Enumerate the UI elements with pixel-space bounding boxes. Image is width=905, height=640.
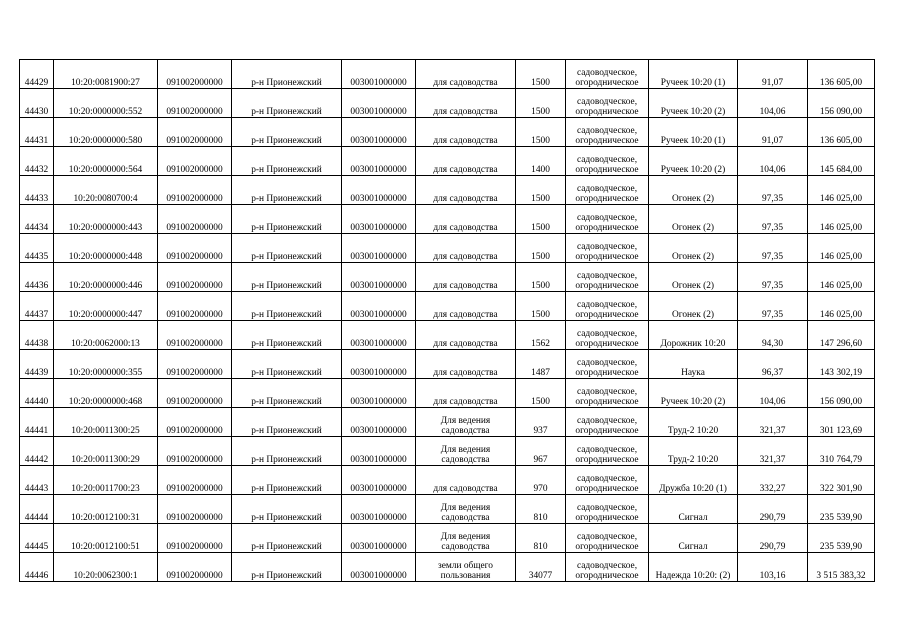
permitted-use-cell [416,292,516,321]
use-type-cell [566,466,649,495]
cost-zone-cell: Огонек (2) [649,263,738,292]
cadastral-number-cell: 10:20:0000000:552 [54,89,158,118]
cost-zone-cell: Сигнал [649,495,738,524]
cadastral-value-cell: 146 025,00 [808,292,875,321]
cadastral-value-cell: 147 296,60 [808,321,875,350]
record-number-cell: 44436 [20,263,54,292]
cadastral-number-cell: 10:20:0000000:580 [54,118,158,147]
cost-zone-cell: Дорожник 10:20 [649,321,738,350]
okato-code-cell: 091002000000 [158,263,232,292]
cadastral-value-cell: 235 539,90 [808,524,875,553]
use-type-cell-line: садоводческое, [576,155,638,165]
record-number-cell: 44437 [20,292,54,321]
table-body [20,60,875,582]
table-row [20,553,875,582]
table-row [20,321,875,350]
use-type-cell-line: садоводческое, [576,474,638,484]
table-row [20,466,875,495]
specific-value-cell: 94,30 [738,321,808,350]
cadastral-value-cell: 3 515 383,32 [808,553,875,582]
use-type-cell-line: огородническое [575,368,639,378]
permitted-use-cell-line: для садоводства [433,107,498,117]
permitted-use-cell-line: для садоводства [433,339,498,349]
cadastral-value-cell: 145 684,00 [808,147,875,176]
cadastral-number-cell: 10:20:0011300:29 [54,437,158,466]
district-cell: р-н Прионежский [232,408,342,437]
use-type-cell-line: огородническое [575,397,639,407]
use-type-cell-line: огородническое [575,513,639,523]
use-type-cell-line: огородническое [575,165,639,175]
use-type-cell-line: огородническое [575,339,639,349]
use-type-cell [566,553,649,582]
cost-zone-cell: Наука [649,350,738,379]
cadastral-number-cell: 10:20:0081900:27 [54,60,158,89]
use-type-cell-line: огородническое [575,426,639,436]
cadastral-value-cell: 143 302,19 [808,350,875,379]
cadastral-number-cell: 10:20:0000000:446 [54,263,158,292]
area-cell: 1400 [516,147,566,176]
permitted-use-cell-line: земли общего [438,561,493,571]
table-row [20,234,875,263]
use-type-cell-line: садоводческое, [576,184,638,194]
category-code-cell: 003001000000 [342,205,416,234]
use-type-cell [566,379,649,408]
cadastral-number-cell: 10:20:0080700:4 [54,176,158,205]
cost-zone-cell: Дружба 10:20 (1) [649,466,738,495]
specific-value-cell: 91,07 [738,60,808,89]
okato-code-cell: 091002000000 [158,205,232,234]
specific-value-cell: 290,79 [738,495,808,524]
permitted-use-cell-line: Для ведения [440,445,491,455]
okato-code-cell: 091002000000 [158,495,232,524]
okato-code-cell: 091002000000 [158,89,232,118]
permitted-use-cell-line: Для ведения [440,532,491,542]
record-number-cell: 44445 [20,524,54,553]
permitted-use-cell [416,466,516,495]
cadastral-number-cell: 10:20:0012100:31 [54,495,158,524]
use-type-cell-line: садоводческое, [576,358,638,368]
cost-zone-cell: Ручеек 10:20 (1) [649,118,738,147]
use-type-cell-line: садоводческое, [576,416,638,426]
permitted-use-cell [416,379,516,408]
record-number-cell: 44430 [20,89,54,118]
table-row [20,379,875,408]
cadastral-value-cell: 156 090,00 [808,89,875,118]
okato-code-cell: 091002000000 [158,379,232,408]
permitted-use-cell-line: садоводства [441,513,490,523]
cadastral-number-cell: 10:20:0012100:51 [54,524,158,553]
use-type-cell [566,524,649,553]
cadastral-value-cell: 146 025,00 [808,176,875,205]
use-type-cell [566,60,649,89]
cost-zone-cell: Ручеек 10:20 (2) [649,147,738,176]
specific-value-cell: 332,27 [738,466,808,495]
cadastral-value-cell: 146 025,00 [808,263,875,292]
cadastral-value-cell: 156 090,00 [808,379,875,408]
category-code-cell: 003001000000 [342,350,416,379]
area-cell: 1500 [516,176,566,205]
permitted-use-cell-line: садоводства [441,455,490,465]
permitted-use-cell-line: Для ведения [440,416,491,426]
area-cell: 810 [516,524,566,553]
permitted-use-cell-line: для садоводства [433,78,498,88]
category-code-cell: 003001000000 [342,147,416,176]
use-type-cell-line: огородническое [575,310,639,320]
use-type-cell-line: огородническое [575,484,639,494]
permitted-use-cell [416,437,516,466]
okato-code-cell: 091002000000 [158,437,232,466]
okato-code-cell: 091002000000 [158,408,232,437]
cost-zone-cell: Ручеек 10:20 (2) [649,89,738,118]
area-cell: 1500 [516,379,566,408]
okato-code-cell: 091002000000 [158,466,232,495]
cost-zone-cell: Огонек (2) [649,292,738,321]
use-type-cell-line: садоводческое, [576,503,638,513]
use-type-cell [566,408,649,437]
cadastral-value-cell: 136 605,00 [808,118,875,147]
okato-code-cell: 091002000000 [158,524,232,553]
cadastral-value-cell: 322 301,90 [808,466,875,495]
cost-zone-cell: Ручеек 10:20 (1) [649,60,738,89]
use-type-cell-line: огородническое [575,136,639,146]
cadastral-number-cell: 10:20:0000000:447 [54,292,158,321]
category-code-cell: 003001000000 [342,89,416,118]
cadastral-value-cell: 310 764,79 [808,437,875,466]
permitted-use-cell [416,147,516,176]
cadastral-number-cell: 10:20:0000000:443 [54,205,158,234]
cadastral-value-cell: 235 539,90 [808,495,875,524]
cadastral-value-cell: 146 025,00 [808,205,875,234]
use-type-cell [566,292,649,321]
permitted-use-cell-line: для садоводства [433,165,498,175]
use-type-cell-line: огородническое [575,455,639,465]
district-cell: р-н Прионежский [232,553,342,582]
use-type-cell-line: садоводческое, [576,126,638,136]
area-cell: 34077 [516,553,566,582]
permitted-use-cell [416,89,516,118]
okato-code-cell: 091002000000 [158,147,232,176]
category-code-cell: 003001000000 [342,292,416,321]
table-row [20,147,875,176]
category-code-cell: 003001000000 [342,60,416,89]
record-number-cell: 44435 [20,234,54,263]
cadastral-number-cell: 10:20:0062000:13 [54,321,158,350]
permitted-use-cell [416,495,516,524]
permitted-use-cell [416,553,516,582]
category-code-cell: 003001000000 [342,379,416,408]
permitted-use-cell [416,524,516,553]
specific-value-cell: 104,06 [738,379,808,408]
use-type-cell-line: огородническое [575,194,639,204]
use-type-cell [566,118,649,147]
specific-value-cell: 103,16 [738,553,808,582]
use-type-cell [566,350,649,379]
use-type-cell [566,89,649,118]
category-code-cell: 003001000000 [342,437,416,466]
use-type-cell-line: садоводческое, [576,532,638,542]
category-code-cell: 003001000000 [342,408,416,437]
area-cell: 1500 [516,60,566,89]
specific-value-cell: 97,35 [738,176,808,205]
cadastral-number-cell: 10:20:0011700:23 [54,466,158,495]
district-cell: р-н Прионежский [232,60,342,89]
permitted-use-cell [416,60,516,89]
district-cell: р-н Прионежский [232,379,342,408]
record-number-cell: 44433 [20,176,54,205]
permitted-use-cell-line: для садоводства [433,194,498,204]
table-row [20,205,875,234]
district-cell: р-н Прионежский [232,176,342,205]
table-row [20,60,875,89]
district-cell: р-н Прионежский [232,147,342,176]
area-cell: 967 [516,437,566,466]
okato-code-cell: 091002000000 [158,118,232,147]
record-number-cell: 44446 [20,553,54,582]
district-cell: р-н Прионежский [232,524,342,553]
use-type-cell [566,321,649,350]
permitted-use-cell-line: для садоводства [433,397,498,407]
record-number-cell: 44434 [20,205,54,234]
specific-value-cell: 96,37 [738,350,808,379]
district-cell: р-н Прионежский [232,89,342,118]
specific-value-cell: 91,07 [738,118,808,147]
area-cell: 1500 [516,118,566,147]
specific-value-cell: 321,37 [738,437,808,466]
specific-value-cell: 97,35 [738,263,808,292]
record-number-cell: 44432 [20,147,54,176]
table-row [20,292,875,321]
permitted-use-cell-line: Для ведения [440,503,491,513]
district-cell: р-н Прионежский [232,466,342,495]
use-type-cell-line: огородническое [575,542,639,552]
district-cell: р-н Прионежский [232,321,342,350]
use-type-cell-line: садоводческое, [576,68,638,78]
area-cell: 1562 [516,321,566,350]
okato-code-cell: 091002000000 [158,176,232,205]
cost-zone-cell: Сигнал [649,524,738,553]
cost-zone-cell: Надежда 10:20: (2) [649,553,738,582]
area-cell: 810 [516,495,566,524]
permitted-use-cell-line: для садоводства [433,368,498,378]
district-cell: р-н Прионежский [232,118,342,147]
use-type-cell-line: огородническое [575,281,639,291]
category-code-cell: 003001000000 [342,234,416,263]
area-cell: 1487 [516,350,566,379]
area-cell: 1500 [516,89,566,118]
use-type-cell-line: садоводческое, [576,97,638,107]
record-number-cell: 44431 [20,118,54,147]
permitted-use-cell-line: пользования [440,571,491,581]
table-row [20,89,875,118]
okato-code-cell: 091002000000 [158,350,232,379]
specific-value-cell: 290,79 [738,524,808,553]
use-type-cell [566,205,649,234]
record-number-cell: 44429 [20,60,54,89]
cadastral-number-cell: 10:20:0000000:564 [54,147,158,176]
cadastral-number-cell: 10:20:0011300:25 [54,408,158,437]
permitted-use-cell [416,234,516,263]
category-code-cell: 003001000000 [342,553,416,582]
use-type-cell-line: огородническое [575,78,639,88]
use-type-cell-line: садоводческое, [576,387,638,397]
table-row [20,350,875,379]
use-type-cell [566,263,649,292]
category-code-cell: 003001000000 [342,263,416,292]
cadastral-number-cell: 10:20:0000000:448 [54,234,158,263]
cadastral-number-cell: 10:20:0000000:355 [54,350,158,379]
district-cell: р-н Прионежский [232,263,342,292]
cost-zone-cell: Труд-2 10:20 [649,437,738,466]
permitted-use-cell-line: для садоводства [433,136,498,146]
okato-code-cell: 091002000000 [158,321,232,350]
permitted-use-cell-line: садоводства [441,426,490,436]
use-type-cell-line: огородническое [575,571,639,581]
category-code-cell: 003001000000 [342,495,416,524]
record-number-cell: 44440 [20,379,54,408]
specific-value-cell: 97,35 [738,292,808,321]
permitted-use-cell [416,205,516,234]
table-row [20,495,875,524]
permitted-use-cell [416,118,516,147]
permitted-use-cell-line: для садоводства [433,223,498,233]
use-type-cell-line: садоводческое, [576,271,638,281]
permitted-use-cell [416,350,516,379]
permitted-use-cell-line: для садоводства [433,252,498,262]
cadastral-value-cell: 136 605,00 [808,60,875,89]
district-cell: р-н Прионежский [232,437,342,466]
use-type-cell-line: садоводческое, [576,445,638,455]
category-code-cell: 003001000000 [342,466,416,495]
cadastral-value-cell: 146 025,00 [808,234,875,263]
permitted-use-cell-line: для садоводства [433,484,498,494]
area-cell: 1500 [516,234,566,263]
district-cell: р-н Прионежский [232,292,342,321]
area-cell: 1500 [516,292,566,321]
category-code-cell: 003001000000 [342,524,416,553]
district-cell: р-н Прионежский [232,205,342,234]
cadastral-value-table [19,59,875,582]
use-type-cell-line: садоводческое, [576,213,638,223]
record-number-cell: 44438 [20,321,54,350]
use-type-cell-line: садоводческое, [576,329,638,339]
use-type-cell [566,437,649,466]
specific-value-cell: 321,37 [738,408,808,437]
permitted-use-cell-line: садоводства [441,542,490,552]
use-type-cell [566,495,649,524]
district-cell: р-н Прионежский [232,495,342,524]
cadastral-number-cell: 10:20:0062300:1 [54,553,158,582]
area-cell: 970 [516,466,566,495]
permitted-use-cell [416,263,516,292]
table-row [20,408,875,437]
cost-zone-cell: Огонек (2) [649,234,738,263]
use-type-cell-line: огородническое [575,252,639,262]
table-row [20,437,875,466]
cost-zone-cell: Ручеек 10:20 (2) [649,379,738,408]
record-number-cell: 44444 [20,495,54,524]
record-number-cell: 44441 [20,408,54,437]
specific-value-cell: 104,06 [738,147,808,176]
use-type-cell-line: садоводческое, [576,242,638,252]
record-number-cell: 44442 [20,437,54,466]
specific-value-cell: 97,35 [738,205,808,234]
permitted-use-cell-line: для садоводства [433,281,498,291]
area-cell: 1500 [516,205,566,234]
cadastral-value-cell: 301 123,69 [808,408,875,437]
category-code-cell: 003001000000 [342,321,416,350]
use-type-cell [566,234,649,263]
use-type-cell [566,147,649,176]
area-cell: 1500 [516,263,566,292]
specific-value-cell: 104,06 [738,89,808,118]
district-cell: р-н Прионежский [232,234,342,263]
permitted-use-cell [416,321,516,350]
use-type-cell-line: садоводческое, [576,561,638,571]
cost-zone-cell: Труд-2 10:20 [649,408,738,437]
permitted-use-cell [416,176,516,205]
district-cell: р-н Прионежский [232,350,342,379]
record-number-cell: 44443 [20,466,54,495]
use-type-cell-line: садоводческое, [576,300,638,310]
okato-code-cell: 091002000000 [158,234,232,263]
cost-zone-cell: Огонек (2) [649,176,738,205]
okato-code-cell: 091002000000 [158,553,232,582]
cadastral-number-cell: 10:20:0000000:468 [54,379,158,408]
table-row [20,118,875,147]
table-row [20,524,875,553]
area-cell: 937 [516,408,566,437]
use-type-cell [566,176,649,205]
cost-zone-cell: Огонек (2) [649,205,738,234]
table-row [20,176,875,205]
use-type-cell-line: огородническое [575,223,639,233]
table-row [20,263,875,292]
specific-value-cell: 97,35 [738,234,808,263]
okato-code-cell: 091002000000 [158,292,232,321]
use-type-cell-line: огородническое [575,107,639,117]
permitted-use-cell-line: для садоводства [433,310,498,320]
category-code-cell: 003001000000 [342,118,416,147]
okato-code-cell: 091002000000 [158,60,232,89]
category-code-cell: 003001000000 [342,176,416,205]
permitted-use-cell [416,408,516,437]
record-number-cell: 44439 [20,350,54,379]
